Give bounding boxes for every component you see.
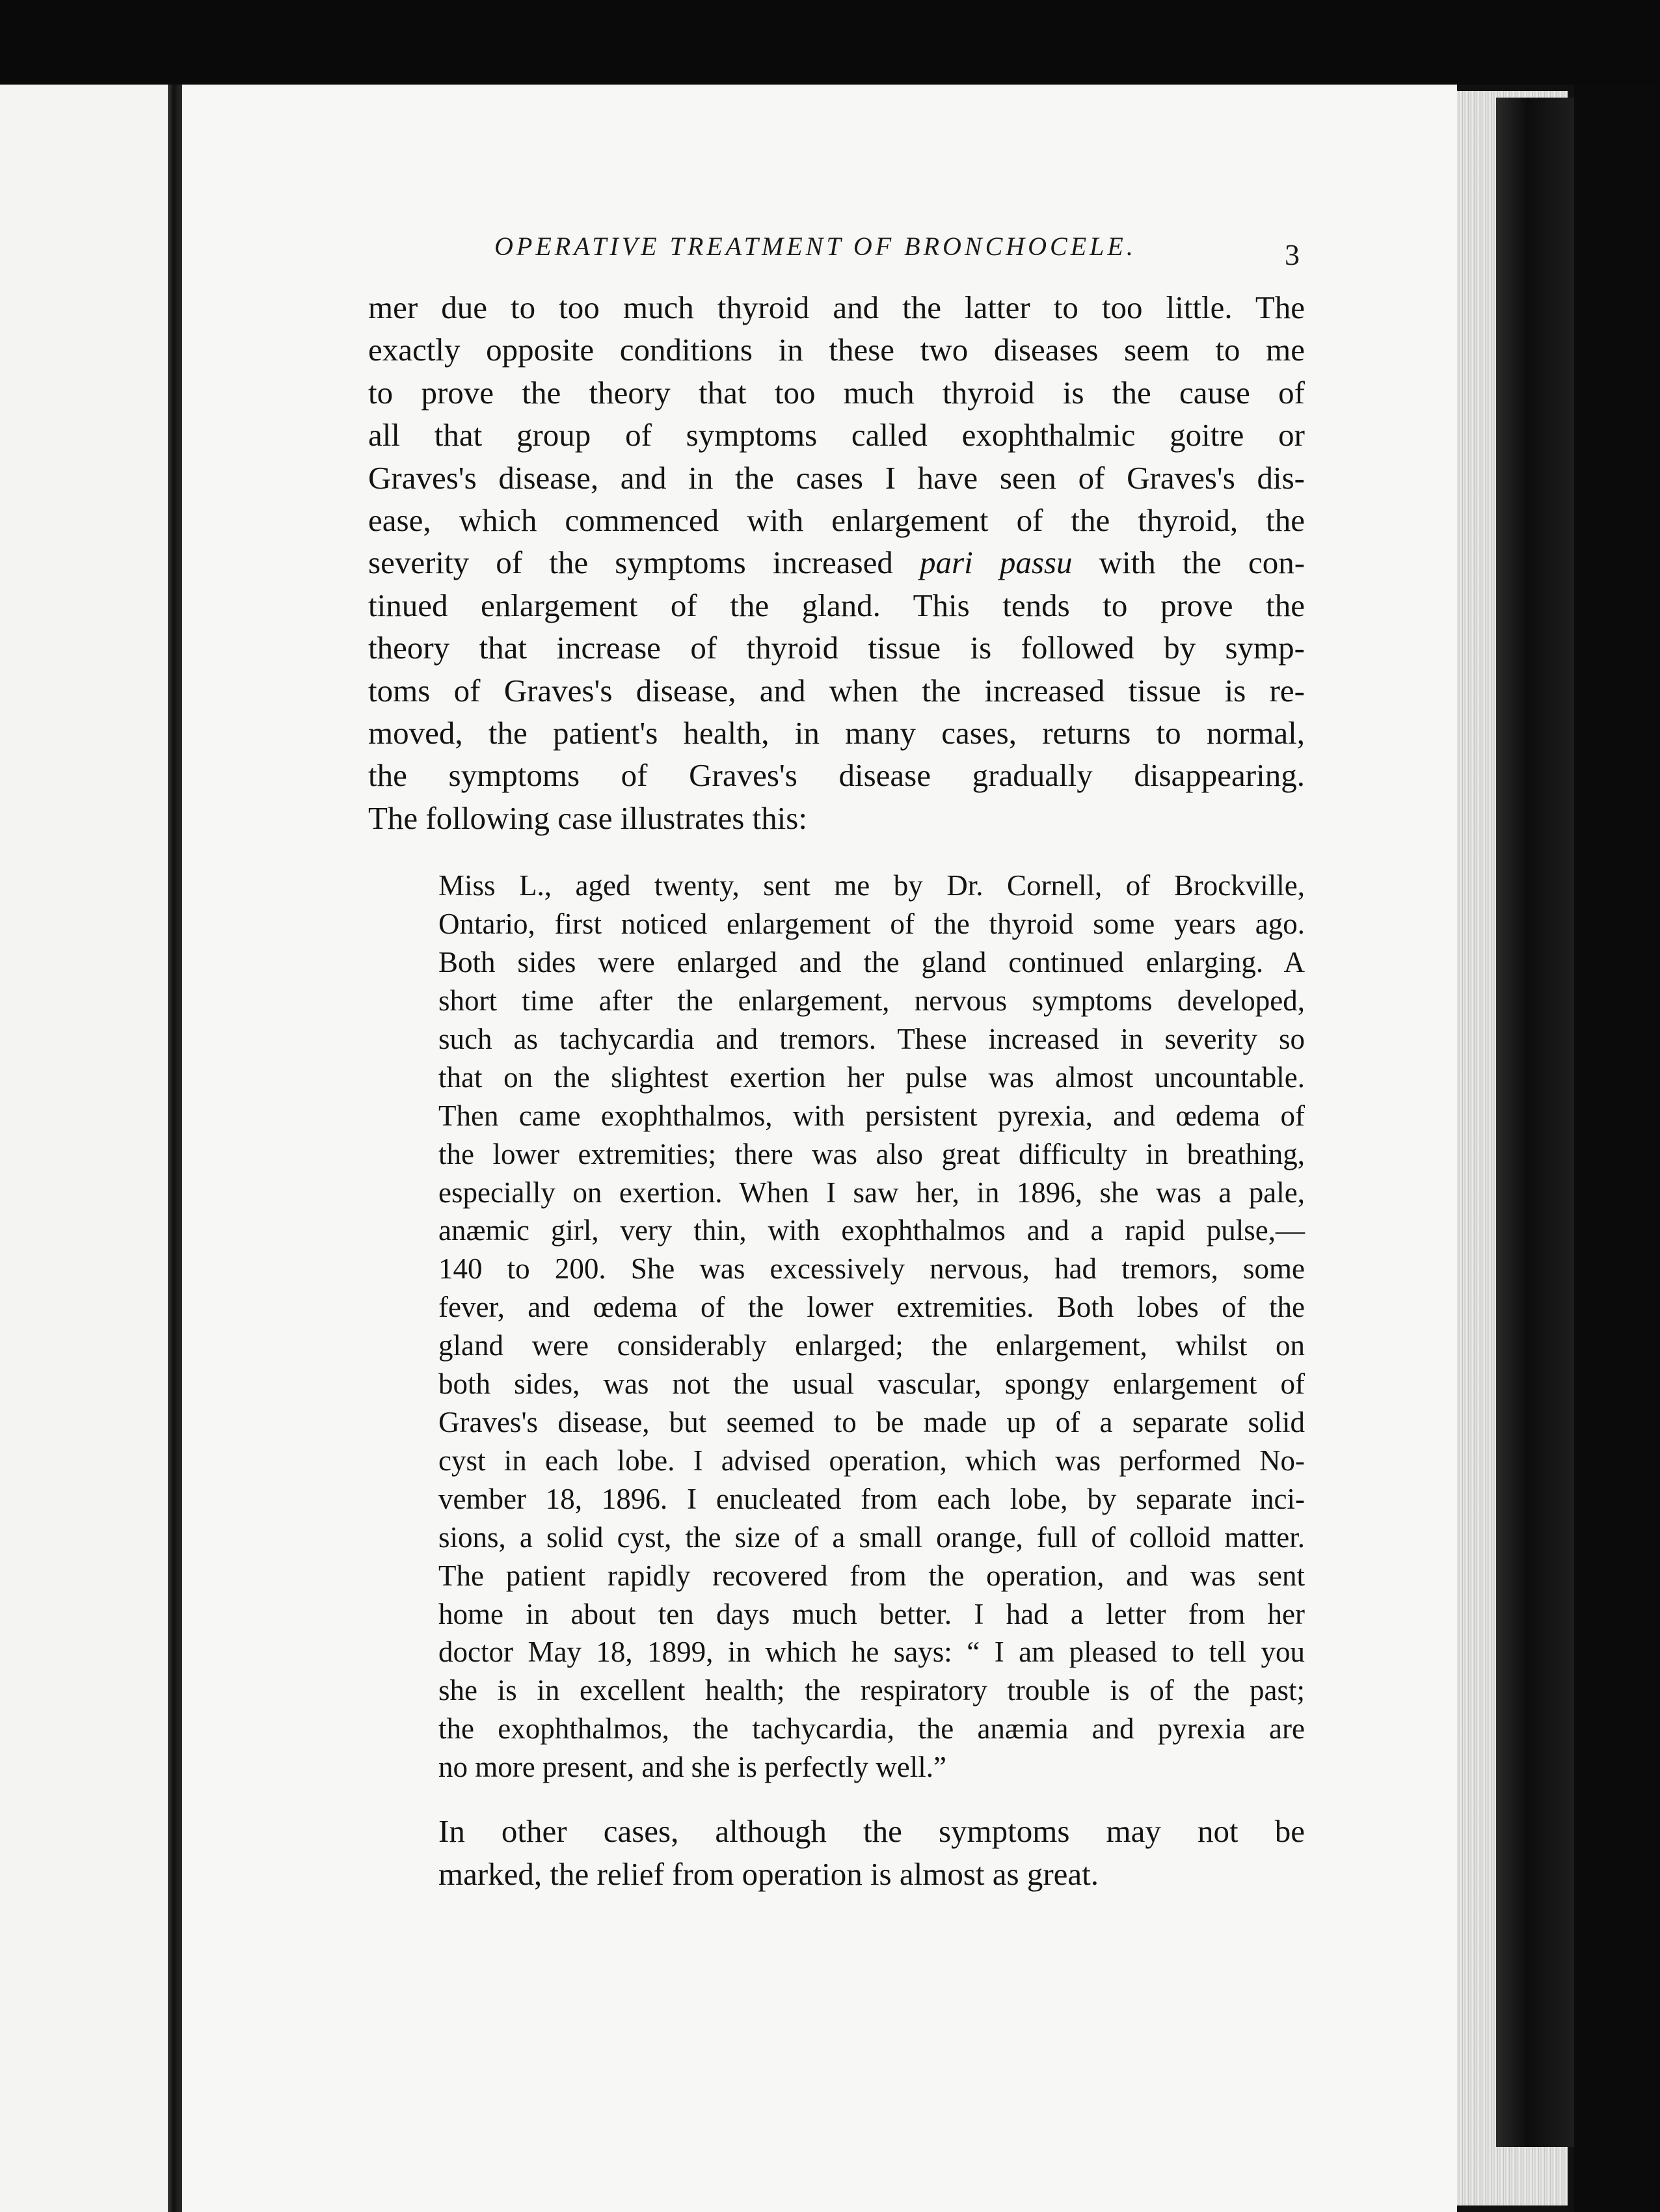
text-line: no more present, and she is perfectly well.” [438,1751,946,1784]
text-line: doctor May 18, 1899, in which he says: “ I am pleased to tell you [438,1636,1305,1669]
text-line: the symptoms of Graves's disease gradually disappearing. [368,757,1305,794]
text-line: Graves's disease, and in the cases I have seen of Graves's dis- [368,459,1305,496]
text-line: marked, the relief from operation is almost as great. [438,1856,1099,1893]
body-text [368,286,1305,1896]
text-line: The following case illustrates this: [368,800,807,836]
text-line: Miss L., aged twenty, sent me by Dr. Cornell, of Brockville, [438,869,1305,902]
running-title: OPERATIVE TREATMENT OF BRONCHOCELE. [494,232,1136,261]
text-line: to prove the theory that too much thyroid is the cause of [368,374,1305,411]
text-line: sions, a solid cyst, the size of a small orange, full of colloid matter. [438,1520,1305,1554]
facing-page-edge [0,85,168,2212]
text-line: 140 to 200. She was excessively nervous, had tremors, some [438,1252,1305,1286]
text-line: Graves's disease, but seemed to be made up of a separate solid [438,1405,1305,1438]
paragraph-3 [368,1810,1305,1896]
text-segment: severity of the symptoms increased [368,545,893,581]
text-line: tinued enlargement of the gland. This tends to prove the [368,587,1305,623]
text-line: Then came exophthalmos, with persistent pyrexia, and œdema of [438,1099,1305,1132]
text-line: such as tachycardia and tremors. These increased in severity so [438,1022,1305,1055]
text-line: gland were considerably enlarged; the enlargement, whilst on [438,1329,1305,1362]
text-line [368,541,1305,584]
text-line: toms of Graves's disease, and when the increased tissue is re- [368,672,1305,708]
text-line: theory that increase of thyroid tissue is followed by symp- [368,630,1305,666]
book-gutter [168,85,182,2212]
text-line: vember 18, 1896. I enucleated from each lobe, by separate inci- [438,1482,1305,1515]
text-line: both sides, was not the usual vascular, spongy enlargement of [438,1368,1305,1401]
text-line: home in about ten days much better. I had a letter from her [438,1597,1305,1630]
text-line: especially on exertion. When I saw her, in 1896, she was a pale, [438,1176,1305,1209]
italic-phrase: pari passu [920,545,1073,581]
scan-right-shadow [1574,85,1660,2212]
text-segment: with the con- [1099,545,1305,581]
text-line: exactly opposite conditions in these two diseases seem to me [368,332,1305,368]
scan-top-shadow [0,0,1660,85]
paragraph-1 [368,286,1305,839]
text-line: In other cases, although the symptoms may not be [438,1813,1305,1850]
text-line: mer due to too much thyroid and the latter to too little. The [368,290,1305,325]
text-line: moved, the patient's health, in many cases, returns to normal, [368,715,1305,751]
text-line: ease, which commenced with enlargement of the thyroid, the [368,502,1305,539]
paragraph-2 [368,867,1305,1787]
text-line: The patient rapidly recovered from the operation, and was sent [438,1559,1305,1592]
text-line: fever, and œdema of the lower extremities. Both lobes of the [438,1291,1305,1324]
text-line: the lower extremities; there was also great difficulty in breathing, [438,1137,1305,1170]
book-cover-edge [1496,98,1574,2147]
text-line: Both sides were enlarged and the gland continued enlarging. A [438,946,1305,979]
text-line: short time after the enlargement, nervous symptoms developed, [438,984,1305,1017]
text-line: the exophthalmos, the tachycardia, the anæmia and pyrexia are [438,1712,1305,1746]
text-line: Ontario, first noticed enlargement of the thyroid some years ago. [438,908,1305,941]
text-line: anæmic girl, very thin, with exophthalmos and a rapid pulse,— [438,1214,1305,1247]
text-line: cyst in each lobe. I advised operation, which was performed No- [438,1444,1305,1477]
text-line: all that group of symptoms called exophthalmic goitre or [368,417,1305,453]
page-number: 3 [1285,238,1300,271]
text-line: she is in excellent health; the respiratory trouble is of the past; [438,1674,1305,1707]
text-line: that on the slightest exertion her pulse was almost uncountable. [438,1060,1305,1094]
